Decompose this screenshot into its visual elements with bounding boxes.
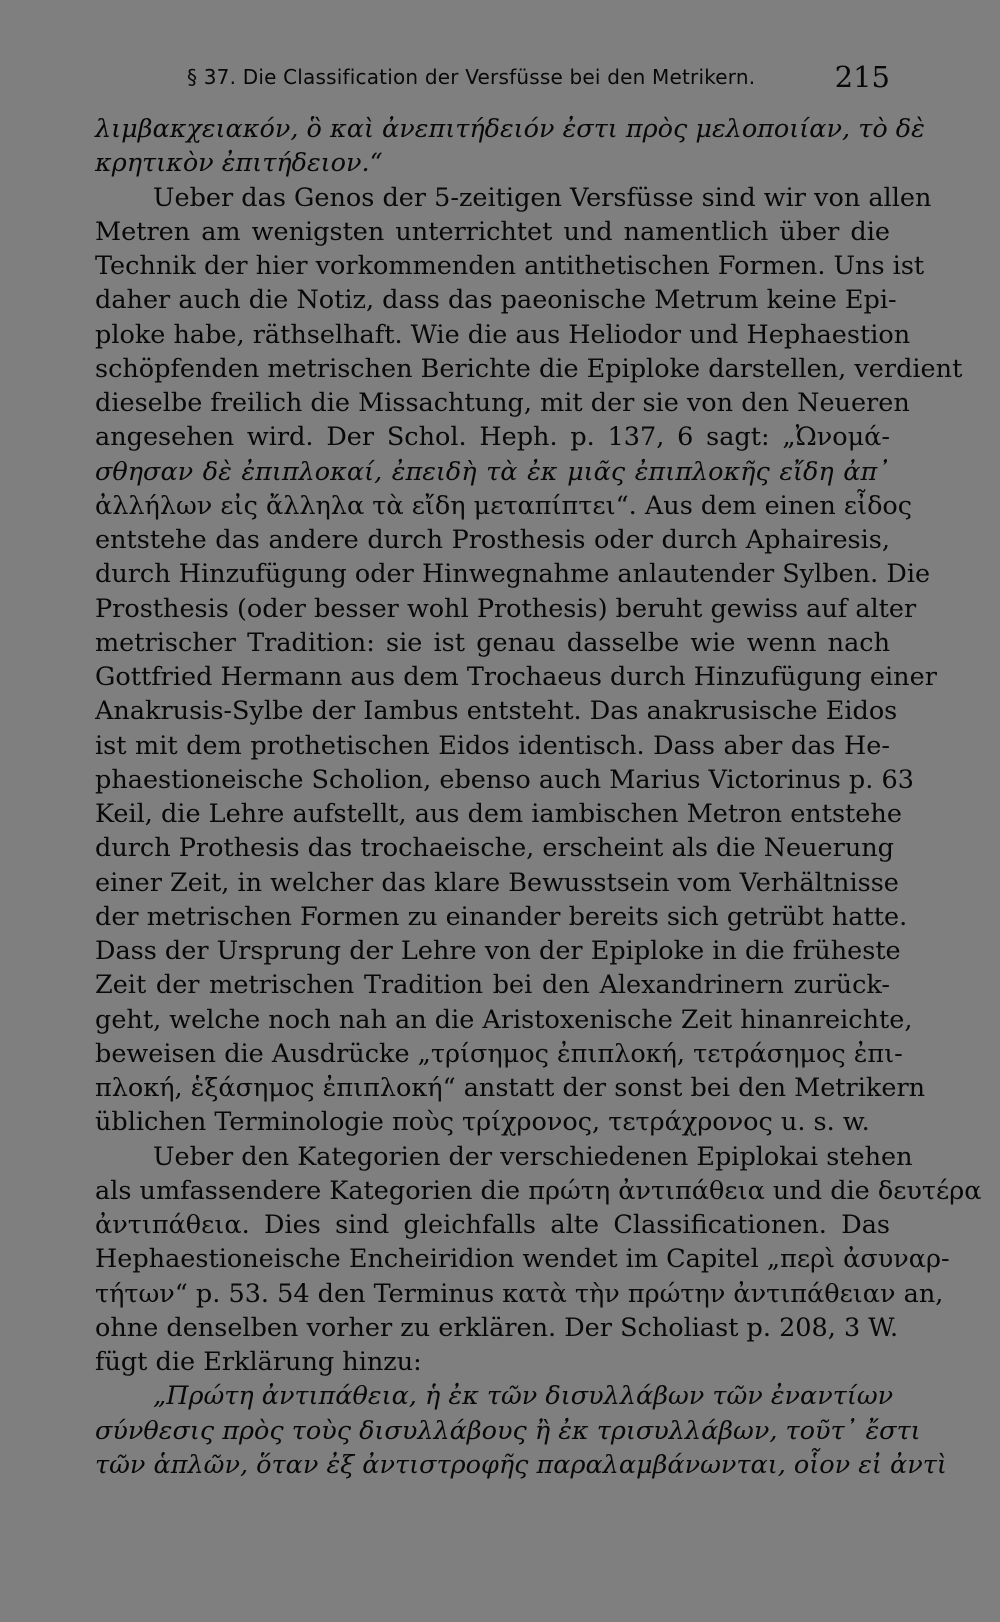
text-line: Anakrusis-Sylbe der Iambus entsteht. Das anakrusische Eidos: [95, 696, 898, 727]
text-line: phaestioneische Scholion, ebenso auch Marius Victorinus p. 63: [95, 764, 914, 795]
text-line: ist mit dem prothetischen Eidos identisch. Dass aber das He-: [95, 730, 890, 761]
text-line: entstehe das andere durch Prosthesis oder durch Aphairesis,: [95, 525, 890, 555]
text-line: „Πρώτη ἀντιπάθεια, ἡ ἐκ τῶν δισυλλάβων τῶν ἐναντίων: [153, 1381, 894, 1412]
text-line: λιμβακχειακόν, ὃ καὶ ἀνεπιτήδειόν ἐστι πρὸς μελοποιίαν, τὸ δὲ: [95, 114, 925, 144]
text-line: Ueber das Genos der 5-zeitigen Versfüsse sind wir von allen: [153, 182, 932, 213]
running-header: [95, 58, 890, 92]
text-line: Hephaestioneische Encheiridion wendet im Capitel „περὶ ἀσυναρ-: [95, 1244, 950, 1275]
text-line: Keil, die Lehre aufstellt, aus dem iambischen Metron entstehe: [95, 799, 902, 829]
text-line: der metrischen Formen zu einander bereits sich getrübt hatte.: [95, 901, 908, 932]
page-number: 215: [834, 60, 890, 94]
text-line: Metren am wenigsten unterrichtet und namentlich über die: [95, 216, 890, 247]
text-line: Prosthesis (oder besser wohl Prothesis) beruht gewiss auf alter: [95, 593, 917, 624]
text-line: dieselbe freilich die Missachtung, mit der sie von den Neueren: [95, 388, 910, 418]
text-line: einer Zeit, in welcher das klare Bewusstsein vom Verhältnisse: [95, 867, 899, 898]
text-line: als umfassendere Kategorien die πρώτη ἀντιπάθεια und die δευτέρα: [95, 1175, 982, 1206]
main-text: [95, 112, 982, 1507]
text-line: durch Prothesis das trochaeische, erscheint als die Neuerung: [95, 833, 894, 864]
text-line: σύνθεσις πρὸς τοὺς δισυλλάβους ἢ ἐκ τρισυλλάβων, τοῦτ᾽ ἔστι: [95, 1415, 921, 1446]
text-line: fügt die Erklärung hinzu:: [95, 1347, 422, 1377]
text-line: Ueber den Kategorien der verschiedenen Epiplokai stehen: [153, 1141, 913, 1172]
text-line: beweisen die Ausdrücke „τρίσημος ἐπιπλοκή, τετράσημος ἐπι-: [95, 1038, 903, 1069]
text-line: ohne denselben vorher zu erklären. Der Scholiast p. 208, 3 W.: [95, 1312, 899, 1343]
text-line: durch Hinzufügung oder Hinwegnahme anlautender Sylben. Die: [95, 559, 931, 590]
text-line: üblichen Terminologie ποὺς τρίχρονος, τετράχρονος u. s. w.: [95, 1107, 870, 1138]
text-line: daher auch die Notiz, dass das paeonische Metrum keine Epi-: [95, 285, 897, 316]
text-line: τῶν ἁπλῶν, ὅταν ἐξ ἀντιστροφῆς παραλαμβάνωνται, οἷον εἰ ἀντὶ: [95, 1449, 947, 1480]
text-line: Gottfried Hermann aus dem Trochaeus durch Hinzufügung einer: [95, 662, 937, 692]
text-line: Zeit der metrischen Tradition bei den Alexandrinern zurück-: [95, 970, 890, 1001]
running-header-title: § 37. Die Classification der Versfüsse bei den Metrikern.: [187, 65, 756, 89]
text-line: τήτων“ p. 53. 54 den Terminus κατὰ τὴν πρώτην ἀντιπάθειαν an,: [95, 1278, 944, 1309]
text-line: schöpfenden metrischen Berichte die Epiploke darstellen, verdient: [95, 353, 963, 384]
text-line: ploke habe, räthselhaft. Wie die aus Heliodor und Hephaestion: [95, 319, 911, 350]
text-line: ἀντιπάθεια. Dies sind gleichfalls alte Classificationen. Das: [95, 1210, 890, 1240]
text-line: Technik der hier vorkommenden antithetischen Formen. Uns ist: [95, 251, 925, 281]
text-line: geht, welche noch nah an die Aristoxenische Zeit hinanreichte,: [95, 1004, 913, 1035]
text-line: Dass der Ursprung der Lehre von der Epiploke in die früheste: [95, 936, 901, 966]
text-line: πλοκή, ἑξάσημος ἐπιπλοκή“ anstatt der sonst bei den Metrikern: [95, 1073, 926, 1103]
text-line: κρητικὸν ἐπιτήδειον.“: [95, 148, 383, 179]
text-line: ἀλλήλων εἰς ἄλληλα τὰ εἴδη μεταπίπτει“. Aus dem einen εἶδος: [95, 490, 913, 521]
text-line: metrischer Tradition: sie ist genau dasselbe wie wenn nach: [95, 627, 890, 658]
text-line: σθησαν δὲ ἐπιπλοκαί, ἐπειδὴ τὰ ἐκ μιᾶς ἐπιπλοκῆς εἴδη ἀπ᾽: [95, 456, 890, 487]
text-line: angesehen wird. Der Schol. Heph. p. 137, 6 sagt: „Ὠνομά-: [95, 422, 890, 453]
